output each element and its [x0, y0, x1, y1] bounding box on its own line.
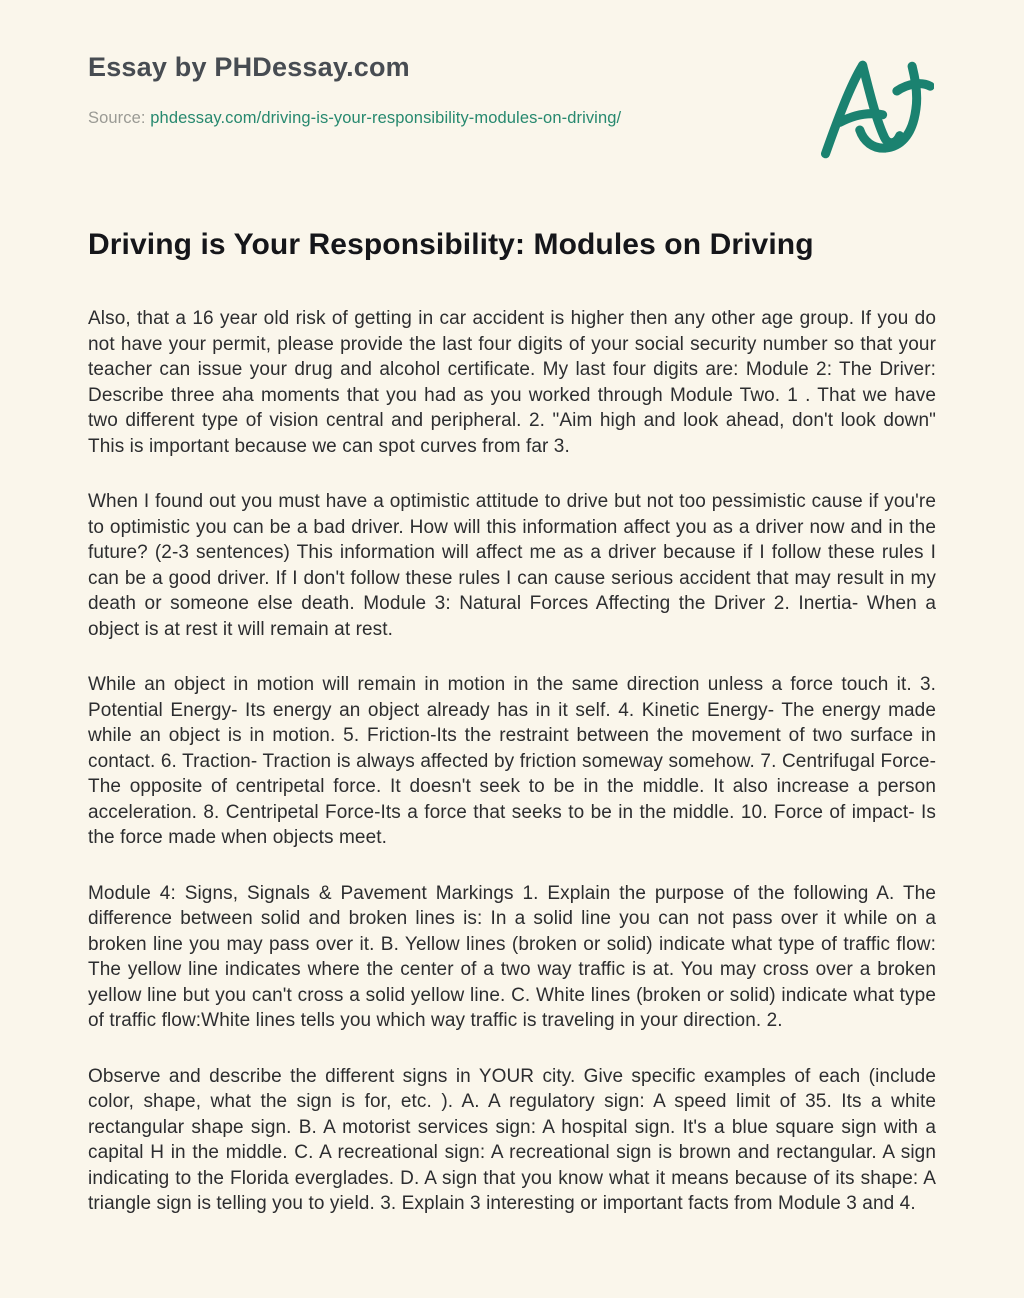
essay-title: Driving is Your Responsibility: Modules on Driving	[88, 228, 814, 261]
essay-paragraph-4: Module 4: Signs, Signals & Pavement Markings 1. Explain the purpose of the following A. The difference between solid and broken lines is: In a solid line you can not pass over it while on a broken line you may pass over it. B. Yellow lines (broken or solid) indicate what type of traffic flow: The yellow line indicates where the center of a two way traffic is at. You may cross over a broken yellow line but you can't cross a solid yellow line. C. White lines (broken or solid) indicate what type of traffic flow:White lines tells you which way traffic is traveling in your direction. 2.	[88, 882, 936, 1031]
essay-paragraph-1: Also, that a 16 year old risk of getting in car accident is higher then any other age group. If you do not have your permit, please provide the last four digits of your social security number so that your teacher can issue your drug and alcohol certificate. My last four digits are: Module 2: The Driver: Describe three aha moments that you had as you worked through Module Two. 1 . That we have two different type of vision central and peripheral. 2. "Aim high and look ahead, don't look down" This is important because we can spot curves from far 3.	[88, 308, 936, 457]
page-header	[88, 48, 936, 166]
a-plus-logo-icon	[816, 54, 934, 166]
source-link[interactable]: phdessay.com/driving-is-your-responsibility-modules-on-driving/	[150, 109, 622, 127]
essay-paragraph-5: Observe and describe the different signs in YOUR city. Give specific examples of each (include color, shape, what the sign is for, etc. ). A. A regulatory sign: A speed limit of 35. Its a white rectangular shape sign. B. A motorist services sign: A hospital sign. It's a blue square sign with a capital H in the middle. C. A recreational sign: A recreational sign is brown and rectangular. A sign indicating to the Florida everglades. D. A sign that you know what it means because of its shape: A triangle sign is telling you to yield. 3. Explain 3 interesting or important facts from Module 3 and 4.	[88, 1065, 936, 1214]
source-line	[88, 109, 621, 128]
byline: Essay by PHDessay.com	[88, 52, 410, 82]
source-label: Source:	[88, 109, 146, 127]
header-text-block	[88, 48, 621, 128]
essay-paragraph-2: When I found out you must have a optimistic attitude to drive but not too pessimistic cause if you're to optimistic you can be a bad driver. How will this information affect you as a driver now and in the future? (2-3 sentences) This information will affect me as a driver because if I follow these rules I can be a good driver. If I don't follow these rules I can cause serious accident that may result in my death or someone else death. Module 3: Natural Forces Affecting the Driver 2. Inertia- When a object is at rest it will remain at rest.	[88, 491, 936, 640]
essay-paragraph-3: While an object in motion will remain in motion in the same direction unless a force touch it. 3. Potential Energy- Its energy an object already has in it self. 4. Kinetic Energy- The energy made while an object is in motion. 5. Friction-Its the restraint between the movement of two surface in contact. 6. Traction- Traction is always affected by friction someway somehow. 7. Centrifugal Force- The opposite of centripetal force. It doesn't seek to be in the middle. It also increase a person acceleration. 8. Centripetal Force-Its a force that seeks to be in the middle. 10. Force of impact- Is the force made when objects meet.	[88, 674, 936, 848]
essay-body	[88, 306, 936, 1217]
